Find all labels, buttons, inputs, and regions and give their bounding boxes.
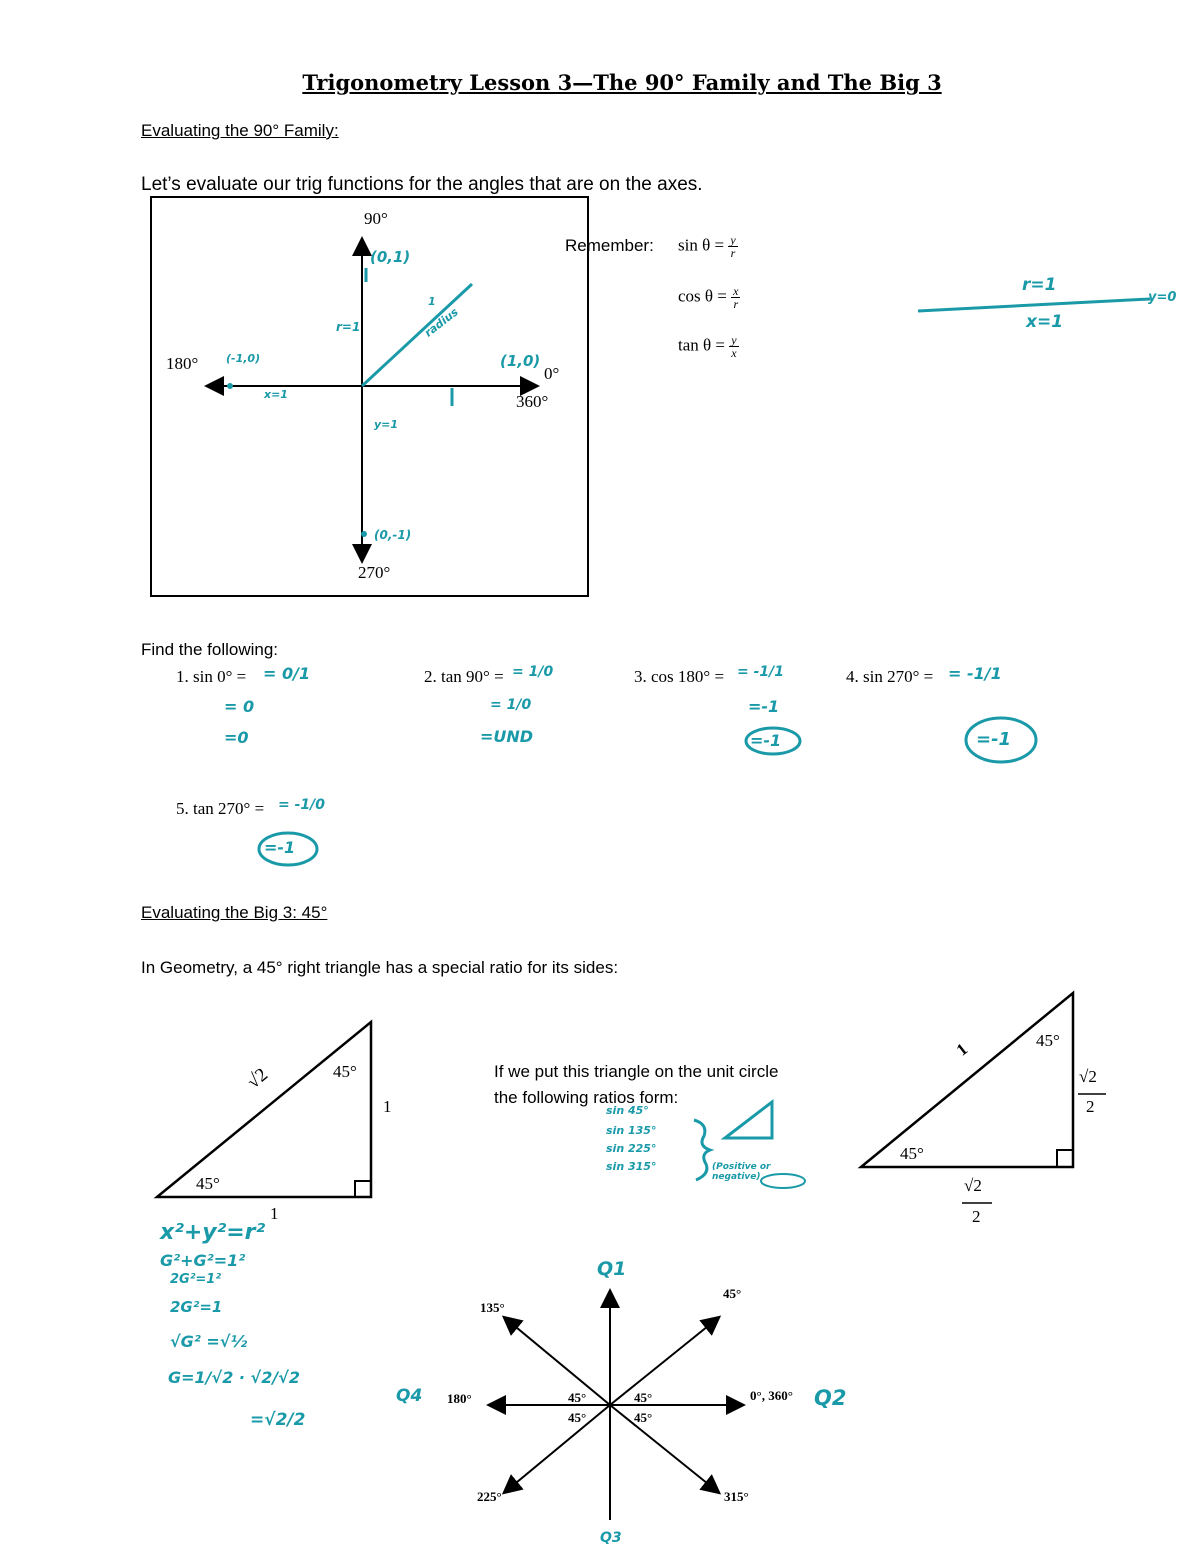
star-label-180: 180° (447, 1391, 472, 1406)
section-intro: Let’s evaluate our trig functions for the angles that are on the axes. (141, 174, 703, 195)
formula-cos-label: cos θ = (678, 286, 727, 306)
hw-point-180: (-1,0) (226, 352, 261, 365)
hw-side-y0: y=0 (1148, 290, 1177, 305)
hw-trig-list-item: sin 45° (606, 1104, 649, 1117)
formula-sin-label: sin θ = (678, 235, 725, 255)
star-center-angle: 45° (634, 1390, 653, 1405)
hw-one-label: 1 (428, 295, 436, 308)
right-angle-box-2 (1057, 1150, 1073, 1167)
tri2-side-bottom-num: √2 (964, 1176, 982, 1195)
point-270 (361, 531, 367, 537)
triangle-1 (157, 1022, 371, 1197)
tri2-angle-top: 45° (1036, 1031, 1060, 1050)
unit-line (918, 299, 1150, 311)
axis-label-270: 270° (358, 563, 391, 582)
hw-p1-step1: = 0/1 (263, 664, 311, 683)
hw-p1-step2: = 0 (224, 697, 255, 716)
hw-neg-note: (Positive or negative) (712, 1162, 771, 1182)
star-label-225: 225° (477, 1489, 502, 1504)
hw-p5-step1: = -1/0 (278, 797, 326, 813)
axis-label-360: 360° (516, 392, 549, 411)
hw-point-0: (1,0) (500, 352, 541, 370)
triangle-2 (861, 993, 1073, 1167)
hw-radius-label: radius (422, 305, 461, 340)
hw-p2-step1: = 1/0 (512, 664, 554, 680)
formula-tan-label: tan θ = (678, 335, 725, 355)
tan-denominator: x (731, 346, 737, 360)
axis-label-0: 0° (544, 364, 560, 383)
formula-cos (678, 285, 740, 310)
problem-1: 1. sin 0° = (176, 667, 247, 686)
unit-circle-text-1: If we put this triangle on the unit circle (494, 1062, 779, 1081)
unit-circle-text-2: the following ratios form: (494, 1088, 679, 1107)
hw-p5-step3: =-1 (264, 838, 296, 857)
find-label: Find the following: (141, 640, 279, 659)
hw-r-equals-1: r=1 (336, 320, 361, 334)
problem-5: 5. tan 270° = (176, 799, 265, 818)
hw-p2-step2: = 1/0 (490, 697, 532, 713)
tan-numerator: y (731, 333, 737, 347)
hw-side-x1: x=1 (1026, 312, 1064, 332)
section-heading-90-family: Evaluating the 90° Family: (141, 121, 339, 140)
star-label-0-360: 0°, 360° (750, 1388, 793, 1403)
remember-label: Remember: (565, 236, 654, 255)
right-angle-box-1 (355, 1181, 371, 1197)
tri2-angle-bottom: 45° (900, 1144, 924, 1163)
problem-3: 3. cos 180° = (634, 667, 725, 686)
hw-pyth-5: √G² =√½ (170, 1332, 248, 1351)
page-title: Trigonometry Lesson 3—The 90° Family and The Big 3 (302, 70, 942, 95)
hw-p3-step3: =-1 (750, 731, 782, 750)
hw-pyth-7: =√2/2 (250, 1410, 306, 1430)
hw-p2-step3: =UND (480, 727, 534, 746)
star-label-45: 45° (723, 1286, 742, 1301)
hw-trig-list-item: sin 315° (606, 1160, 657, 1173)
tri2-side-bottom-den: 2 (972, 1207, 981, 1226)
problem-4: 4. sin 270° = (846, 667, 934, 686)
tri2-side-right-num: √2 (1079, 1067, 1097, 1086)
hw-q3: Q3 (600, 1530, 622, 1546)
sin-denominator: r (730, 246, 736, 260)
cos-numerator: x (733, 284, 739, 298)
hw-pyth-2: G²+G²=1² (160, 1251, 246, 1270)
tri1-side-right: 1 (383, 1097, 392, 1116)
star-center-angle: 45° (568, 1390, 587, 1405)
tri2-hyp-label: 1 (952, 1039, 972, 1060)
tri1-hyp-label: √2 (243, 1064, 273, 1094)
hw-trig-list-item: sin 225° (606, 1142, 657, 1155)
hw-pyth-1: x²+y²=r² (160, 1220, 266, 1245)
hw-point-90: (0,1) (370, 248, 411, 266)
tri1-angle-bottom: 45° (196, 1174, 220, 1193)
sin-numerator: y (730, 233, 736, 247)
formula-sin (678, 234, 738, 259)
star-label-315: 315° (724, 1489, 749, 1504)
section-heading-big-3: Evaluating the Big 3: 45° (141, 903, 328, 922)
hw-q1: Q1 (597, 1258, 627, 1280)
hw-q2: Q2 (814, 1386, 847, 1410)
hw-q4: Q4 (396, 1386, 423, 1406)
star-center-angle: 45° (634, 1410, 653, 1425)
star-ne (610, 1318, 718, 1405)
star-label-135: 135° (480, 1300, 505, 1315)
brace (694, 1120, 710, 1180)
hw-point-270: (0,-1) (374, 528, 412, 542)
hw-pyth-6: G=1/√2 · √2/√2 (168, 1368, 300, 1387)
sketch-triangle (725, 1102, 772, 1138)
axis-label-180: 180° (166, 354, 199, 373)
cos-denominator: r (733, 297, 739, 311)
tri1-side-bottom: 1 (270, 1204, 279, 1223)
hw-p3-step2: =-1 (748, 697, 780, 716)
hw-side-r1: r=1 (1022, 275, 1057, 295)
problem-2: 2. tan 90° = (424, 667, 504, 686)
star-sw (505, 1405, 610, 1492)
section2-intro: In Geometry, a 45° right triangle has a special ratio for its sides: (141, 958, 619, 977)
tri1-angle-top: 45° (333, 1062, 357, 1081)
hw-p1-step3: =0 (224, 728, 249, 747)
hw-trig-list-item: sin 135° (606, 1124, 657, 1137)
axis-label-90: 90° (364, 209, 388, 228)
hw-p3-step1: = -1/1 (737, 664, 785, 680)
star-se (610, 1405, 718, 1492)
formula-tan (678, 334, 739, 359)
hw-y-equals-1: y=1 (374, 418, 399, 431)
radius-line (362, 284, 472, 386)
point-180 (227, 383, 233, 389)
hw-pyth-4: 2G²=1 (170, 1298, 223, 1316)
tri2-side-right-den: 2 (1086, 1097, 1095, 1116)
hw-p4-step1: = -1/1 (948, 664, 1002, 683)
hw-p4-step3: =-1 (976, 729, 1012, 750)
star-center-angle: 45° (568, 1410, 587, 1425)
hw-pyth-3: 2G²=1² (170, 1272, 222, 1287)
hw-x-equals-1: x=1 (264, 388, 288, 401)
star-nw (505, 1318, 610, 1405)
